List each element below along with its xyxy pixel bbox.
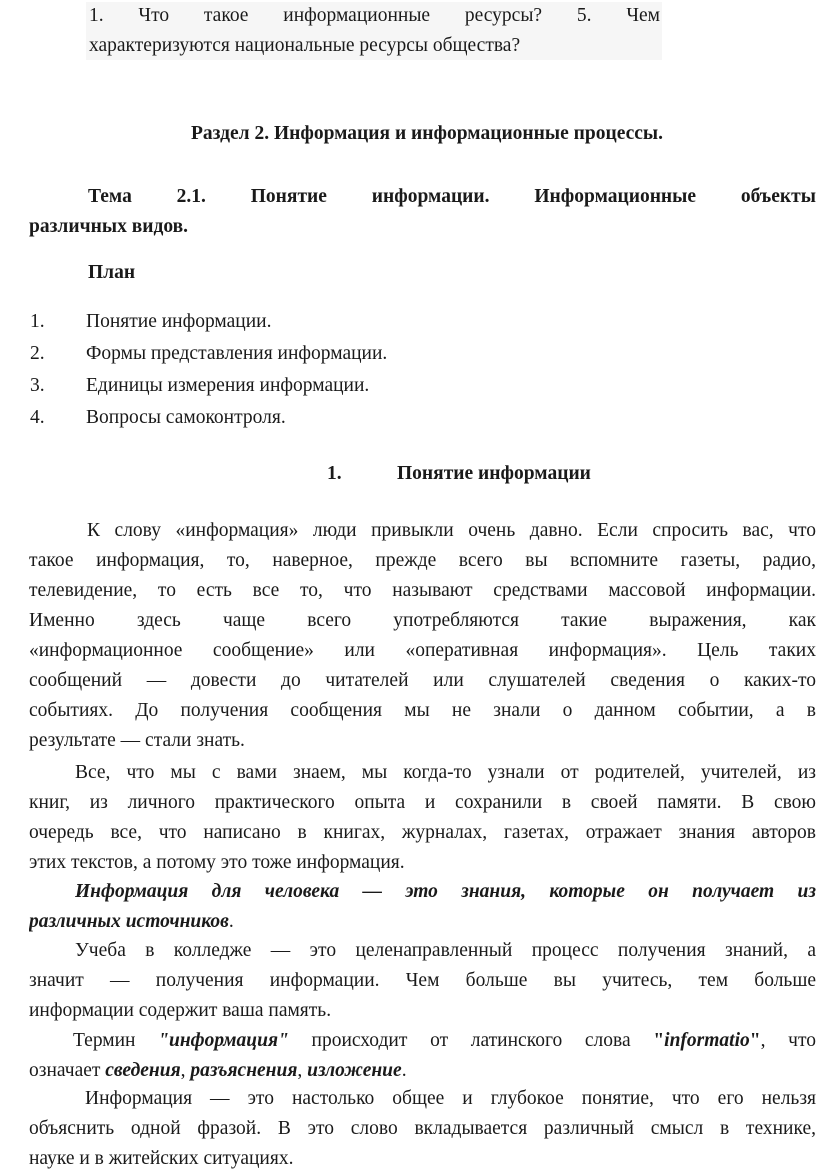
list-item-number: 1. bbox=[30, 311, 45, 332]
list-item-number: 3. bbox=[30, 375, 45, 396]
list-item bbox=[30, 338, 590, 370]
punctuation: . bbox=[228, 911, 234, 932]
definition-line-2 bbox=[29, 907, 816, 937]
separator: , bbox=[180, 1060, 191, 1081]
top-question-line2: характеризуются национальные ресурсы общества? bbox=[89, 35, 521, 56]
list-item-number: 4. bbox=[30, 407, 45, 428]
list-item bbox=[30, 402, 590, 434]
text-line: книг, из личного практического опыта и сохранили в своей памяти. В свою bbox=[29, 792, 816, 813]
subheading-number: 1. bbox=[327, 463, 342, 484]
text-line: очередь все, что написано в книгах, журналах, газетах, отражает знания авторов bbox=[29, 822, 816, 843]
text-line: Учеба в колледже — это целенаправленный процесс получения знаний, а bbox=[75, 940, 816, 961]
term-line-2 bbox=[29, 1056, 816, 1086]
term-word: "информация" bbox=[158, 1030, 289, 1051]
list-item bbox=[30, 370, 590, 402]
definition bbox=[29, 877, 816, 937]
paragraph-1 bbox=[29, 516, 816, 756]
term-quote: " bbox=[653, 1030, 665, 1051]
paragraph-2 bbox=[29, 758, 816, 878]
term-line-1 bbox=[73, 1026, 816, 1056]
text-line: Все, что мы с вами знаем, мы когда-то узнали от родителей, учителей, из bbox=[75, 762, 816, 783]
word: информации. bbox=[371, 186, 490, 207]
separator: , bbox=[297, 1060, 308, 1081]
paragraph-4 bbox=[29, 1084, 816, 1174]
text-line: значит — получения информации. Чем больше вы учитесь, тем больше bbox=[29, 970, 816, 991]
paragraph-3 bbox=[29, 936, 816, 1026]
word: Что bbox=[138, 5, 170, 26]
word: Чем bbox=[626, 5, 660, 26]
text-line: телевидение, то есть все то, что называют средствами массовой информации. bbox=[29, 580, 816, 601]
word: Понятие bbox=[250, 186, 327, 207]
text-line: информации содержит ваша память. bbox=[29, 1000, 332, 1021]
word: информационные bbox=[283, 5, 431, 26]
text-line: результате — стали знать. bbox=[29, 730, 245, 751]
plan-list bbox=[30, 306, 590, 434]
plan-title: План bbox=[88, 262, 136, 283]
term-intro: Термин bbox=[73, 1030, 159, 1051]
term-meaning: изложение bbox=[307, 1060, 402, 1081]
text-line: Именно здесь чаще всего употребляются такие выражения, как bbox=[29, 610, 816, 631]
term-end: , что bbox=[760, 1030, 816, 1051]
word: Информационные bbox=[534, 186, 697, 207]
punctuation: . bbox=[401, 1060, 407, 1081]
topic-line1 bbox=[88, 182, 816, 212]
term-middle: происходит от латинского слова bbox=[288, 1030, 654, 1051]
text-line: сообщений — довести до читателей или слушателей сведения о каких-то bbox=[29, 670, 816, 691]
word: 5. bbox=[576, 5, 592, 26]
list-item-text: Формы представления информации. bbox=[86, 343, 388, 364]
definition-emphasis: различных источников bbox=[29, 911, 229, 932]
list-item-text: Единицы измерения информации. bbox=[86, 375, 370, 396]
term-meaning: разъяснения bbox=[190, 1060, 298, 1081]
term-quote: " bbox=[749, 1030, 761, 1051]
word: такое bbox=[203, 5, 249, 26]
section-title: Раздел 2. Информация и информационные процессы. bbox=[190, 123, 664, 144]
topic-line2: различных видов. bbox=[29, 216, 188, 237]
word: ресурсы? bbox=[464, 5, 543, 26]
word: 1. bbox=[89, 5, 104, 26]
list-item-text: Вопросы самоконтроля. bbox=[86, 407, 286, 428]
list-item bbox=[30, 306, 590, 338]
term-line2-start: означает bbox=[29, 1060, 106, 1081]
text-line: событиях. До получения сообщения мы не знали о данном событии, а в bbox=[29, 700, 816, 721]
word: Тема bbox=[88, 186, 132, 207]
list-item-text: Понятие информации. bbox=[86, 311, 272, 332]
top-question-line1 bbox=[89, 1, 660, 31]
list-item-number: 2. bbox=[30, 343, 45, 364]
text-line: этих текстов, а потому это тоже информация. bbox=[29, 852, 405, 873]
text-line: такое информация, то, наверное, прежде всего вы вспомните газеты, радио, bbox=[29, 550, 816, 571]
text-line: объяснить одной фразой. В это слово вкладывается различный смысл в технике, bbox=[29, 1118, 816, 1139]
text-line: науке и в житейских ситуациях. bbox=[29, 1148, 294, 1169]
text-line: К слову «информация» люди привыкли очень давно. Если спросить вас, что bbox=[87, 520, 816, 541]
term-meaning: сведения bbox=[105, 1060, 181, 1081]
text-line: Информация — это настолько общее и глубокое понятие, что его нельзя bbox=[85, 1088, 816, 1109]
term-paragraph bbox=[29, 1026, 816, 1086]
word: объекты bbox=[740, 186, 816, 207]
subheading-title: Понятие информации bbox=[397, 463, 591, 484]
word: 2.1. bbox=[176, 186, 206, 207]
text-line: «информационное сообщение» или «оперативная информация». Цель таких bbox=[29, 640, 816, 661]
term-latin: informatio bbox=[664, 1030, 750, 1051]
definition-line: Информация для человека — это знания, которые он получает из bbox=[75, 881, 816, 902]
